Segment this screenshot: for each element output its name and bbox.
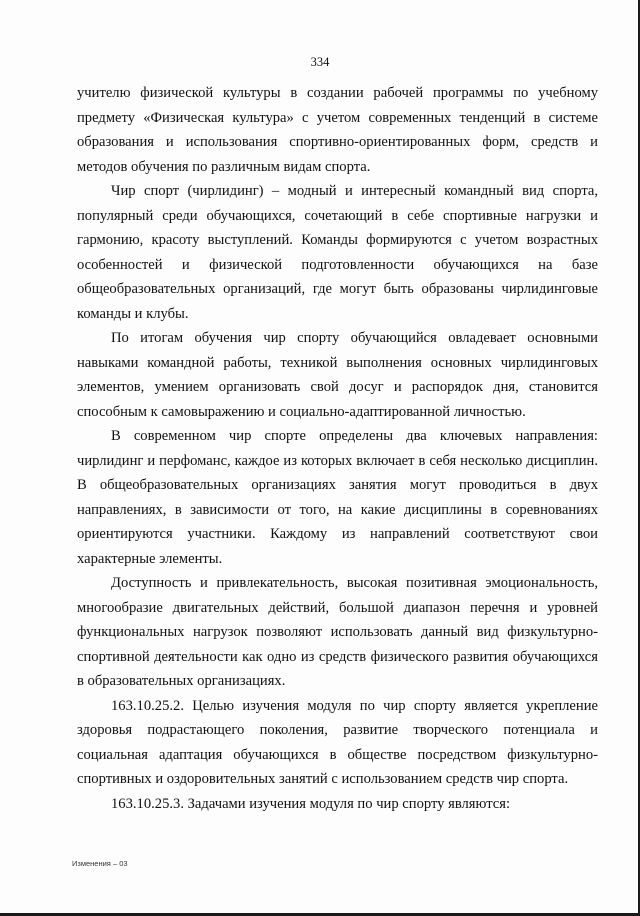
- footer-revision-note: Изменения – 03: [72, 859, 128, 868]
- body-text: [77, 81, 598, 816]
- paragraph-module-goal: 163.10.25.2. Целью изучения модуля по чир спорту является укрепление здоровья подрастающего поколения, развитие творческого потенциала и социальная адаптация обучающихся в обществе посредством физкультурно-спортивных и оздоровительных занятий с использованием средств чир спорта.: [77, 697, 598, 787]
- paragraph-cheer-sport-definition: Чир спорт (чирлидинг) – модный и интересный командный вид спорта, популярный среди обучающихся, сочетающий в себе спортивные нагрузки и гармонию, красоту выступлений. Команды формируются с учетом возрастных особенностей и физической подготовленности обучающихся на базе общеобразовательных организаций, где могут быть образованы чирлидинговые команды и клубы.: [77, 183, 598, 322]
- page-number: 334: [310, 55, 330, 69]
- paragraph-module-tasks: 163.10.25.3. Задачами изучения модуля по чир спорту являются:: [111, 795, 511, 812]
- paragraph-key-directions: В современном чир спорте определены два ключевых направления: чирлидинг и перфоманс, каждое из которых включает в себя несколько дисциплин. В общеобразовательных организациях занятия могут проводиться в двух направлениях, в зависимости от того, на какие дисциплины в соревнованиях ориентируются участники. Каждому из направлений соответствуют свои характерные элементы.: [77, 428, 598, 567]
- paragraph-learning-outcomes: По итогам обучения чир спорту обучающийся овладевает основными навыками командной работы, техникой выполнения основных чирлидинговых элементов, умением организовать свой досуг и распорядок дня, становится способным к самовыражению и социально-адаптированной личностью.: [77, 330, 598, 420]
- paragraph-continuation: учителю физической культуры в создании рабочей программы по учебному предмету «Физическая культура» с учетом современных тенденций в системе образования и использования спортивно-ориентированных форм, средств и методов обучения по различным видам спорта.: [77, 85, 598, 175]
- paragraph-accessibility: Доступность и привлекательность, высокая позитивная эмоциональность, многообразие двигательных действий, большой диапазон перечня и уровней функциональных нагрузок позволяют использовать данный вид физкультурно-спортивной деятельности как одно из средств физического развития обучающихся в образовательных организациях.: [77, 575, 598, 689]
